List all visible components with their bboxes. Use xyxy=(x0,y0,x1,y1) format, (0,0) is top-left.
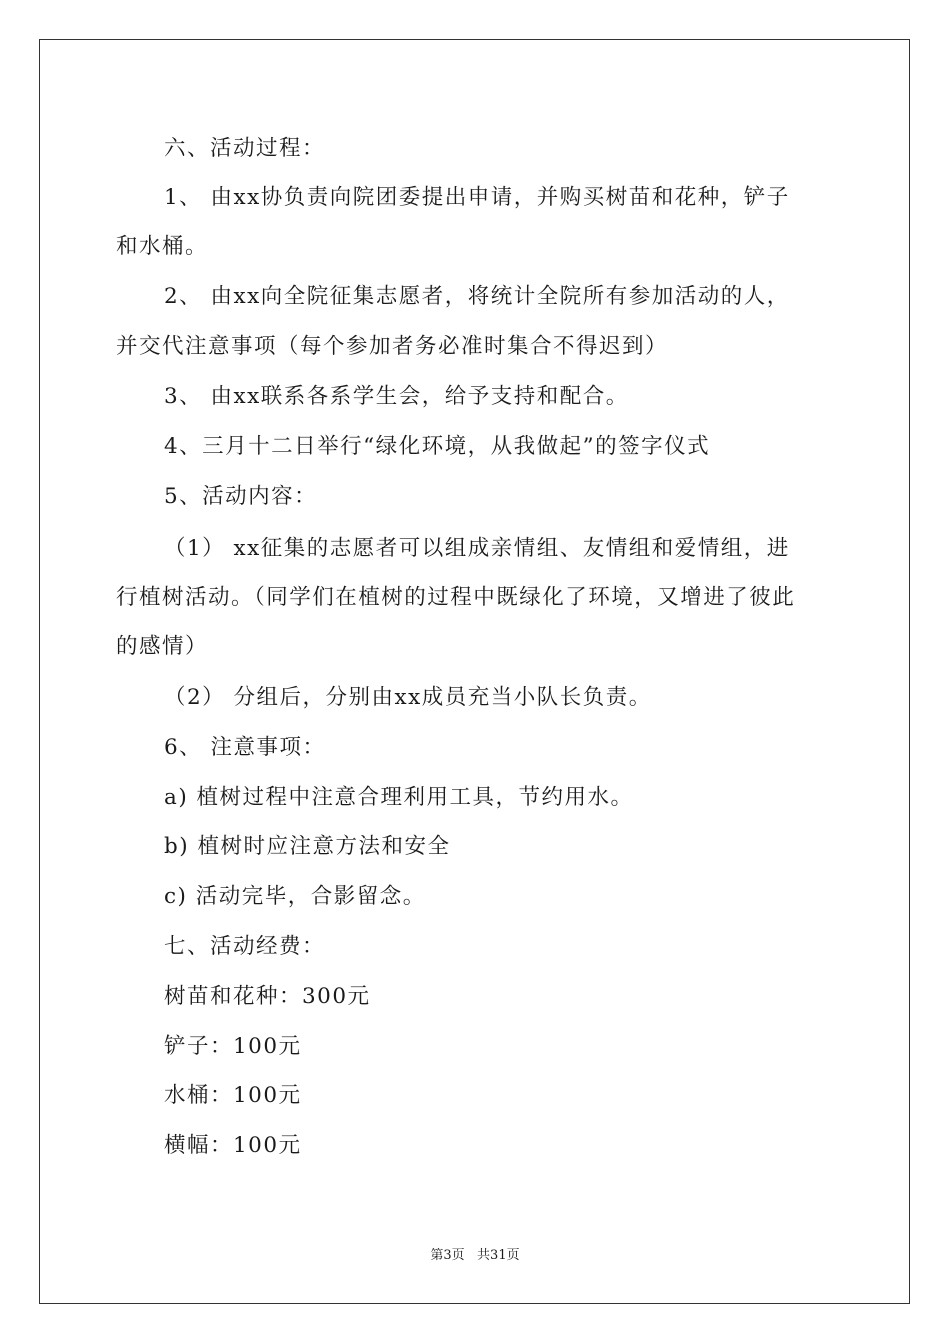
paragraph-line: 并交代注意事项（每个参加者务必准时集合不得迟到） xyxy=(116,334,669,359)
budget-item: 水桶：100元 xyxy=(164,1083,302,1108)
list-item: c) 活动完毕，合影留念。 xyxy=(164,884,426,909)
paragraph-line: 行植树活动。（同学们在植树的过程中既绿化了环境，又增进了彼此 xyxy=(116,585,796,610)
section-heading-activity-budget: 七、活动经费： xyxy=(164,934,326,959)
paragraph-line: 和水桶。 xyxy=(116,234,209,259)
section-heading-activity-process: 六、活动过程： xyxy=(164,136,326,161)
paragraph-line: （2） 分组后，分别由xx成员充当小队长负责。 xyxy=(164,685,652,710)
budget-item: 铲子：100元 xyxy=(164,1034,302,1059)
page-number-footer: 第3页 共31页 xyxy=(430,1248,520,1263)
list-item: b) 植树时应注意方法和安全 xyxy=(164,834,451,859)
paragraph-line: 5、活动内容： xyxy=(164,484,318,509)
paragraph-line: 3、 由xx联系各系学生会，给予支持和配合。 xyxy=(164,384,629,409)
paragraph-line: 1、 由xx协负责向院团委提出申请，并购买树苗和花种，铲子 xyxy=(164,185,790,210)
paragraph-line: 6、 注意事项： xyxy=(164,735,326,760)
paragraph-line: （1） xx征集的志愿者可以组成亲情组、友情组和爱情组，进 xyxy=(164,536,790,561)
list-item: a) 植树过程中注意合理利用工具，节约用水。 xyxy=(164,785,634,810)
page-border xyxy=(39,39,910,1304)
paragraph-line: 4、三月十二日举行“绿化环境，从我做起”的签字仪式 xyxy=(164,434,711,459)
budget-item: 树苗和花种：300元 xyxy=(164,984,371,1009)
budget-item: 横幅：100元 xyxy=(164,1133,302,1158)
paragraph-line: 的感情） xyxy=(116,634,209,659)
paragraph-line: 2、 由xx向全院征集志愿者，将统计全院所有参加活动的人， xyxy=(164,284,790,309)
